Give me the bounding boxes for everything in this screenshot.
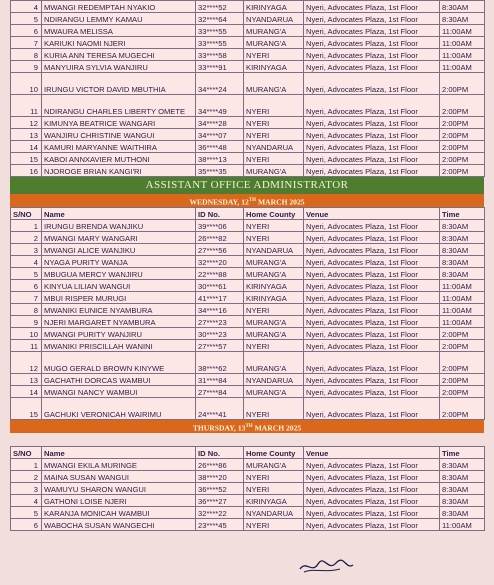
- row-time: 2:00PM: [440, 340, 485, 352]
- row-name: GACHUKI VERONICAH WAIRIMU: [42, 398, 196, 420]
- row-id: 26****82: [196, 232, 244, 244]
- row-sno: 5: [11, 507, 42, 519]
- table-row: [11, 165, 485, 177]
- table-row: [11, 61, 485, 73]
- row-county: NYANDARUA: [244, 141, 304, 153]
- row-sno: 14: [11, 141, 42, 153]
- row-venue: Nyeri, Advocates Plaza, 1st Floor: [304, 129, 440, 141]
- row-name: MBUI RISPER MURUGI: [42, 292, 196, 304]
- row-sno: 7: [11, 292, 42, 304]
- row-county: KIRINYAGA: [244, 292, 304, 304]
- row-sno: 6: [11, 25, 42, 37]
- row-id: 23****45: [196, 519, 244, 531]
- header-sno: S/NO: [11, 447, 42, 459]
- row-venue: Nyeri, Advocates Plaza, 1st Floor: [304, 165, 440, 177]
- row-county: NYERI: [244, 220, 304, 232]
- row-name: IRUNGU BRENDA WANJIKU: [42, 220, 196, 232]
- row-county: NYERI: [244, 95, 304, 117]
- row-id: 24****41: [196, 398, 244, 420]
- row-time: 11:00AM: [440, 25, 485, 37]
- row-name: KARANJA MONICAH WAMBUI: [42, 507, 196, 519]
- row-venue: Nyeri, Advocates Plaza, 1st Floor: [304, 471, 440, 483]
- row-sno: 1: [11, 220, 42, 232]
- table-row: [11, 244, 485, 256]
- row-name: KAMURI MARYANNE WAITHIRA: [42, 141, 196, 153]
- header-sno: S/NO: [11, 208, 42, 220]
- row-id: 31****84: [196, 374, 244, 386]
- row-venue: Nyeri, Advocates Plaza, 1st Floor: [304, 256, 440, 268]
- row-name: MANYUIRA SYLVIA WANJIRU: [42, 61, 196, 73]
- row-county: MURANG'A: [244, 352, 304, 374]
- row-sno: 13: [11, 374, 42, 386]
- row-id: 34****07: [196, 129, 244, 141]
- row-name: IRUNGU VICTOR DAVID MBUTHIA: [42, 73, 196, 95]
- row-time: 8:30AM: [440, 256, 485, 268]
- row-venue: Nyeri, Advocates Plaza, 1st Floor: [304, 280, 440, 292]
- row-id: 30****23: [196, 328, 244, 340]
- row-county: NYANDARUA: [244, 374, 304, 386]
- row-county: NYANDARUA: [244, 13, 304, 25]
- row-county: MURANG'A: [244, 328, 304, 340]
- schedule-table-wednesday: [10, 207, 485, 420]
- table-row: [11, 507, 485, 519]
- row-id: 36****48: [196, 141, 244, 153]
- row-county: NYERI: [244, 398, 304, 420]
- table-row: [11, 304, 485, 316]
- row-venue: Nyeri, Advocates Plaza, 1st Floor: [304, 507, 440, 519]
- table-row: [11, 256, 485, 268]
- row-id: 27****57: [196, 340, 244, 352]
- table-row: [11, 129, 485, 141]
- table-row: [11, 292, 485, 304]
- row-name: MWANIKI PRISCILLAH WANINI: [42, 340, 196, 352]
- row-time: 8:30AM: [440, 507, 485, 519]
- row-sno: 3: [11, 483, 42, 495]
- row-sno: 1: [11, 459, 42, 471]
- row-venue: Nyeri, Advocates Plaza, 1st Floor: [304, 519, 440, 531]
- table-row: [11, 471, 485, 483]
- schedule-table-continued: [10, 0, 485, 177]
- row-id: 38****20: [196, 471, 244, 483]
- row-name: NDIRANGU CHARLES LIBERTY OMETE: [42, 95, 196, 117]
- row-name: MWANGI PURITY WANJIRU: [42, 328, 196, 340]
- row-name: KIMUNYA BEATRICE WANGARI: [42, 117, 196, 129]
- row-sno: 2: [11, 471, 42, 483]
- row-sno: 14: [11, 386, 42, 398]
- row-venue: Nyeri, Advocates Plaza, 1st Floor: [304, 232, 440, 244]
- row-sno: 2: [11, 232, 42, 244]
- table-row: [11, 352, 485, 374]
- row-venue: Nyeri, Advocates Plaza, 1st Floor: [304, 95, 440, 117]
- row-name: NJOROGE BRIAN KANGI'RI: [42, 165, 196, 177]
- row-time: 2:00PM: [440, 398, 485, 420]
- row-time: 2:00PM: [440, 141, 485, 153]
- section-banner: [10, 177, 484, 194]
- row-name: WAMUYU SHARON WANGUI: [42, 483, 196, 495]
- row-name: NDIRANGU LEMMY KAMAU: [42, 13, 196, 25]
- row-venue: Nyeri, Advocates Plaza, 1st Floor: [304, 374, 440, 386]
- schedule-table-thursday: [10, 446, 485, 531]
- table-row: [11, 519, 485, 531]
- row-venue: Nyeri, Advocates Plaza, 1st Floor: [304, 304, 440, 316]
- row-county: KIRINYAGA: [244, 495, 304, 507]
- row-id: 27****23: [196, 316, 244, 328]
- row-venue: Nyeri, Advocates Plaza, 1st Floor: [304, 328, 440, 340]
- table-row: [11, 141, 485, 153]
- row-id: 38****13: [196, 153, 244, 165]
- row-name: MWANGI ALICE WANJIKU: [42, 244, 196, 256]
- table-row: [11, 483, 485, 495]
- row-sno: 8: [11, 304, 42, 316]
- row-venue: Nyeri, Advocates Plaza, 1st Floor: [304, 141, 440, 153]
- row-name: KINYUA LILIAN WANGUI: [42, 280, 196, 292]
- row-time: 2:00PM: [440, 95, 485, 117]
- row-time: 2:00PM: [440, 153, 485, 165]
- table-header-row: [11, 447, 485, 459]
- row-sno: 4: [11, 495, 42, 507]
- row-county: MURANG'A: [244, 165, 304, 177]
- row-time: 8:30AM: [440, 459, 485, 471]
- row-county: MURANG'A: [244, 459, 304, 471]
- table-row: [11, 232, 485, 244]
- row-county: MURANG'A: [244, 73, 304, 95]
- row-id: 33****91: [196, 61, 244, 73]
- row-id: 34****28: [196, 117, 244, 129]
- row-id: 33****58: [196, 49, 244, 61]
- row-venue: Nyeri, Advocates Plaza, 1st Floor: [304, 73, 440, 95]
- row-county: NYERI: [244, 519, 304, 531]
- row-venue: Nyeri, Advocates Plaza, 1st Floor: [304, 268, 440, 280]
- row-id: 22****88: [196, 268, 244, 280]
- row-county: MURANG'A: [244, 37, 304, 49]
- row-name: MUGO GERALD BROWN KINYWE: [42, 352, 196, 374]
- row-time: 11:00AM: [440, 61, 485, 73]
- row-time: 8:30AM: [440, 13, 485, 25]
- row-time: 2:00PM: [440, 129, 485, 141]
- row-time: 8:30AM: [440, 483, 485, 495]
- row-sno: 10: [11, 73, 42, 95]
- header-name: Name: [42, 208, 196, 220]
- row-name: MWANIKI EUNICE NYAMBURA: [42, 304, 196, 316]
- row-sno: 12: [11, 352, 42, 374]
- header-county: Home County: [244, 208, 304, 220]
- row-venue: Nyeri, Advocates Plaza, 1st Floor: [304, 61, 440, 73]
- header-id: ID No.: [196, 208, 244, 220]
- day-heading-wednesday: WEDNESDAY, 12TH MARCH 2025: [10, 194, 484, 207]
- row-name: NJERI MARGARET NYAMBURA: [42, 316, 196, 328]
- row-county: NYANDARUA: [244, 507, 304, 519]
- row-time: 11:00AM: [440, 316, 485, 328]
- row-time: 11:00AM: [440, 280, 485, 292]
- row-time: 11:00AM: [440, 519, 485, 531]
- table-row: [11, 459, 485, 471]
- row-venue: Nyeri, Advocates Plaza, 1st Floor: [304, 398, 440, 420]
- row-sno: 10: [11, 328, 42, 340]
- table-row: [11, 268, 485, 280]
- row-time: 2:00PM: [440, 73, 485, 95]
- row-name: MWAURA MELISSA: [42, 25, 196, 37]
- row-time: 2:00PM: [440, 352, 485, 374]
- table-row: [11, 374, 485, 386]
- row-venue: Nyeri, Advocates Plaza, 1st Floor: [304, 459, 440, 471]
- row-name: MAINA SUSAN WANGUI: [42, 471, 196, 483]
- row-county: KIRINYAGA: [244, 1, 304, 13]
- row-id: 34****24: [196, 73, 244, 95]
- row-county: NYERI: [244, 340, 304, 352]
- row-id: 26****86: [196, 459, 244, 471]
- table-row: [11, 386, 485, 398]
- row-name: MWANGI EKILA MURINGE: [42, 459, 196, 471]
- row-sno: 11: [11, 95, 42, 117]
- row-id: 36****52: [196, 483, 244, 495]
- row-sno: 15: [11, 398, 42, 420]
- row-id: 33****55: [196, 37, 244, 49]
- row-time: 2:00PM: [440, 386, 485, 398]
- row-name: WANJIRU CHRISTINE WANGUI: [42, 129, 196, 141]
- row-venue: Nyeri, Advocates Plaza, 1st Floor: [304, 495, 440, 507]
- row-name: MWANGI REDEMPTAH NYAKIO: [42, 1, 196, 13]
- row-name: GATHONI LOISE NJERI: [42, 495, 196, 507]
- row-sno: 5: [11, 268, 42, 280]
- row-sno: 3: [11, 244, 42, 256]
- row-venue: Nyeri, Advocates Plaza, 1st Floor: [304, 37, 440, 49]
- row-sno: 6: [11, 519, 42, 531]
- row-sno: 5: [11, 13, 42, 25]
- row-time: 8:30AM: [440, 220, 485, 232]
- row-name: MBUGUA MERCY WANJIRU: [42, 268, 196, 280]
- row-county: MURANG'A: [244, 25, 304, 37]
- table-row: [11, 495, 485, 507]
- row-sno: 12: [11, 117, 42, 129]
- row-county: NYERI: [244, 483, 304, 495]
- row-id: 36****27: [196, 495, 244, 507]
- row-time: 11:00AM: [440, 292, 485, 304]
- row-county: KIRINYAGA: [244, 61, 304, 73]
- row-id: 27****84: [196, 386, 244, 398]
- table-row: [11, 316, 485, 328]
- row-sno: 6: [11, 280, 42, 292]
- row-time: 2:00PM: [440, 328, 485, 340]
- row-venue: Nyeri, Advocates Plaza, 1st Floor: [304, 49, 440, 61]
- row-time: 8:30AM: [440, 268, 485, 280]
- row-county: NYERI: [244, 117, 304, 129]
- row-id: 38****62: [196, 352, 244, 374]
- table-row: [11, 25, 485, 37]
- row-time: 8:30AM: [440, 471, 485, 483]
- header-venue: Venue: [304, 447, 440, 459]
- row-sno: 8: [11, 49, 42, 61]
- row-time: 2:00PM: [440, 374, 485, 386]
- header-county: Home County: [244, 447, 304, 459]
- table-row: [11, 1, 485, 13]
- row-id: 34****16: [196, 304, 244, 316]
- row-venue: Nyeri, Advocates Plaza, 1st Floor: [304, 25, 440, 37]
- row-name: GACHATHI DORCAS WAMBUI: [42, 374, 196, 386]
- table-row: [11, 280, 485, 292]
- row-id: 32****20: [196, 256, 244, 268]
- row-id: 39****06: [196, 220, 244, 232]
- row-sno: 9: [11, 316, 42, 328]
- row-county: NYERI: [244, 49, 304, 61]
- table-row: [11, 153, 485, 165]
- row-time: 2:00PM: [440, 165, 485, 177]
- row-id: 27****56: [196, 244, 244, 256]
- row-venue: Nyeri, Advocates Plaza, 1st Floor: [304, 244, 440, 256]
- row-sno: 7: [11, 37, 42, 49]
- row-venue: Nyeri, Advocates Plaza, 1st Floor: [304, 340, 440, 352]
- row-time: 8:30AM: [440, 244, 485, 256]
- signature-scribble: [296, 556, 356, 576]
- row-name: WABOCHA SUSAN WANGECHI: [42, 519, 196, 531]
- row-county: NYERI: [244, 304, 304, 316]
- row-sno: 4: [11, 1, 42, 13]
- row-venue: Nyeri, Advocates Plaza, 1st Floor: [304, 483, 440, 495]
- row-county: NYERI: [244, 153, 304, 165]
- row-time: 2:00PM: [440, 117, 485, 129]
- row-id: 33****55: [196, 25, 244, 37]
- row-county: MURANG'A: [244, 268, 304, 280]
- row-county: MURANG'A: [244, 256, 304, 268]
- row-venue: Nyeri, Advocates Plaza, 1st Floor: [304, 153, 440, 165]
- row-name: KABOI ANNXAVIER MUTHONI: [42, 153, 196, 165]
- row-county: NYERI: [244, 471, 304, 483]
- row-time: 8:30AM: [440, 495, 485, 507]
- row-sno: 15: [11, 153, 42, 165]
- row-id: 32****52: [196, 1, 244, 13]
- row-sno: 16: [11, 165, 42, 177]
- table-row: [11, 117, 485, 129]
- header-time: Time: [440, 208, 485, 220]
- row-time: 8:30AM: [440, 1, 485, 13]
- row-sno: 11: [11, 340, 42, 352]
- table-row: [11, 13, 485, 25]
- row-venue: Nyeri, Advocates Plaza, 1st Floor: [304, 117, 440, 129]
- row-time: 11:00AM: [440, 37, 485, 49]
- header-name: Name: [42, 447, 196, 459]
- row-name: KURIA ANN TERESA MUGECHI: [42, 49, 196, 61]
- row-county: MURANG'A: [244, 316, 304, 328]
- row-id: 34****49: [196, 95, 244, 117]
- table-header-row: [11, 208, 485, 220]
- row-name: MWANGI NANCY WAMBUI: [42, 386, 196, 398]
- row-county: NYERI: [244, 232, 304, 244]
- row-id: 30****61: [196, 280, 244, 292]
- row-time: 8:30AM: [440, 232, 485, 244]
- table-row: [11, 37, 485, 49]
- row-venue: Nyeri, Advocates Plaza, 1st Floor: [304, 316, 440, 328]
- day-heading-thursday: THURSDAY, 13TH MARCH 2025: [10, 420, 484, 433]
- row-name: NYAGA PURITY WANJA: [42, 256, 196, 268]
- row-sno: 4: [11, 256, 42, 268]
- table-row: [11, 95, 485, 117]
- row-county: NYERI: [244, 129, 304, 141]
- row-name: KARIUKI NAOMI NJERI: [42, 37, 196, 49]
- row-venue: Nyeri, Advocates Plaza, 1st Floor: [304, 220, 440, 232]
- row-id: 32****64: [196, 13, 244, 25]
- row-county: KIRINYAGA: [244, 280, 304, 292]
- header-time: Time: [440, 447, 485, 459]
- table-row: [11, 220, 485, 232]
- row-sno: 13: [11, 129, 42, 141]
- row-venue: Nyeri, Advocates Plaza, 1st Floor: [304, 1, 440, 13]
- row-county: NYANDARUA: [244, 244, 304, 256]
- table-row: [11, 398, 485, 420]
- row-name: MWANGI MARY WANGARI: [42, 232, 196, 244]
- header-id: ID No.: [196, 447, 244, 459]
- row-time: 11:00AM: [440, 304, 485, 316]
- row-time: 11:00AM: [440, 49, 485, 61]
- header-venue: Venue: [304, 208, 440, 220]
- section-title: ASSISTANT OFFICE ADMINISTRATOR: [145, 179, 349, 191]
- table-row: [11, 73, 485, 95]
- row-venue: Nyeri, Advocates Plaza, 1st Floor: [304, 352, 440, 374]
- row-venue: Nyeri, Advocates Plaza, 1st Floor: [304, 292, 440, 304]
- row-sno: 9: [11, 61, 42, 73]
- row-id: 35****35: [196, 165, 244, 177]
- table-row: [11, 49, 485, 61]
- row-id: 32****22: [196, 507, 244, 519]
- row-id: 41****17: [196, 292, 244, 304]
- table-row: [11, 340, 485, 352]
- row-venue: Nyeri, Advocates Plaza, 1st Floor: [304, 386, 440, 398]
- row-county: MURANG'A: [244, 386, 304, 398]
- row-venue: Nyeri, Advocates Plaza, 1st Floor: [304, 13, 440, 25]
- table-row: [11, 328, 485, 340]
